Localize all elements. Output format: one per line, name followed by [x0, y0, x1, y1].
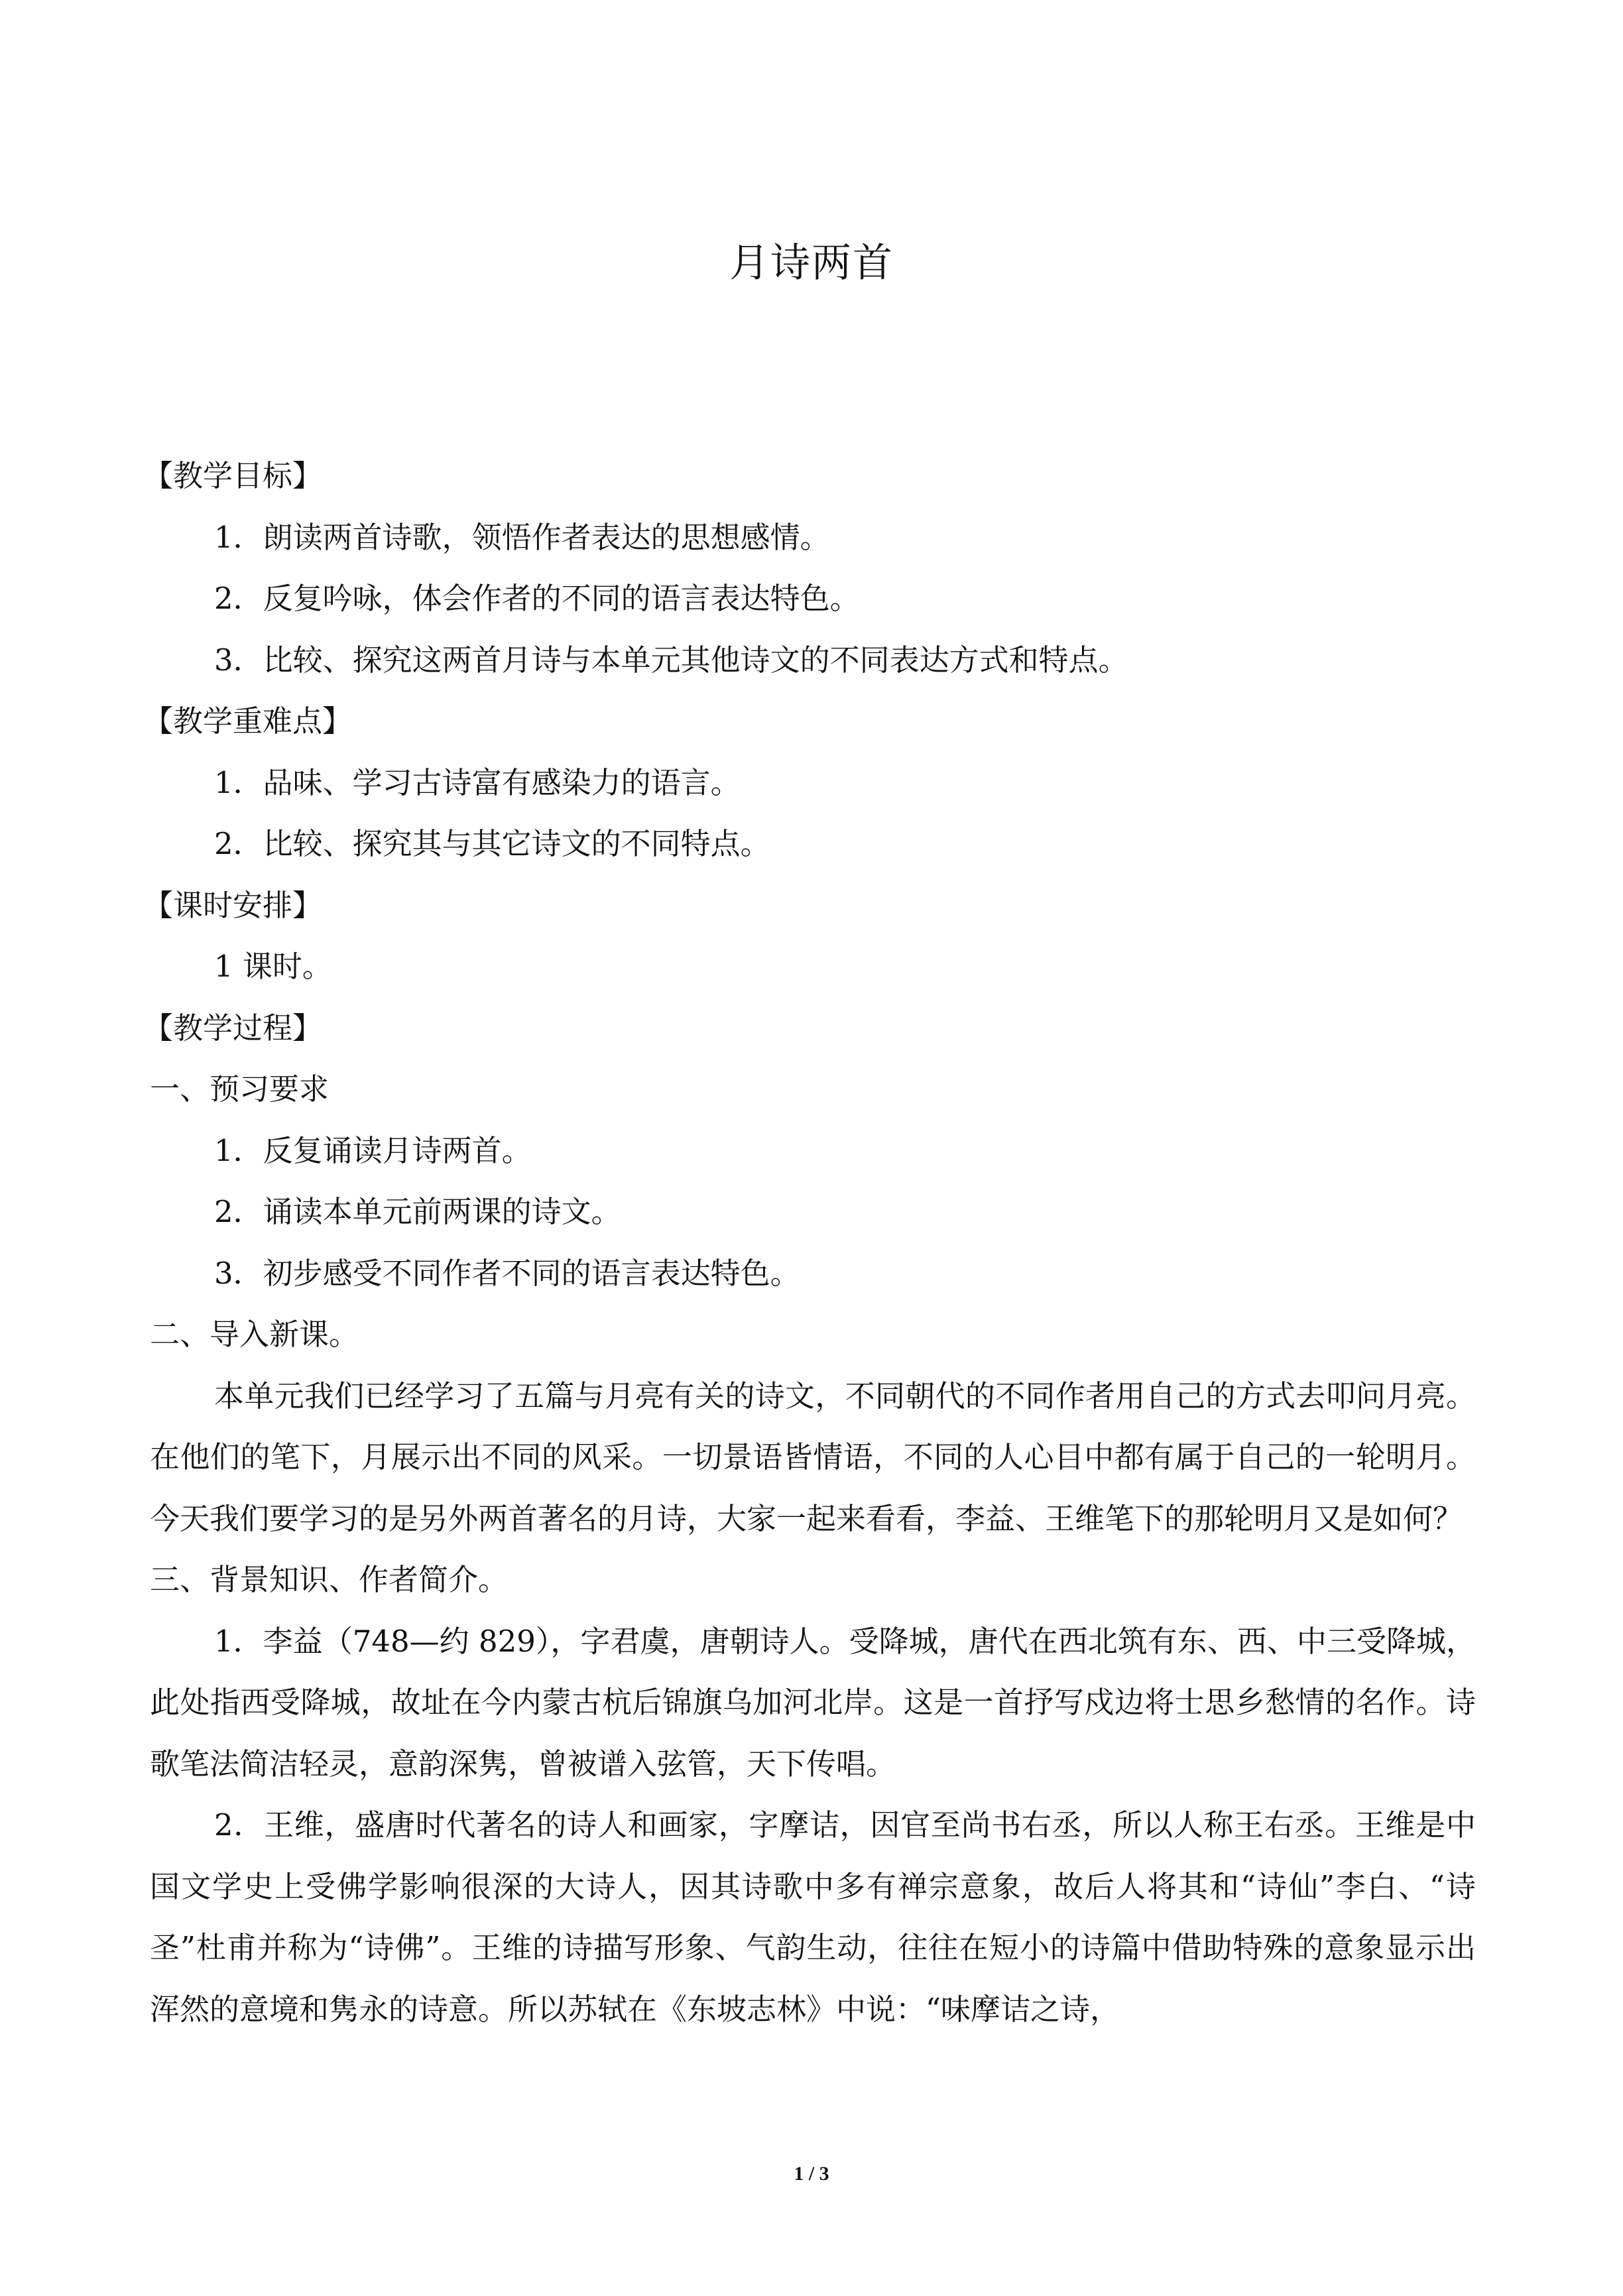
section-heading-schedule: 【课时安排】 [143, 887, 323, 923]
schedule-text: 1 课时。 [214, 949, 332, 984]
preview-item: 3．初步感受不同作者不同的语言表达特色。 [214, 1255, 800, 1291]
document-body [143, 446, 1476, 2040]
preview-item: 1．反复诵读月诗两首。 [214, 1132, 532, 1168]
keypoint-item: 2．比较、探究其与其它诗文的不同特点。 [214, 826, 770, 861]
section-heading-process: 【教学过程】 [143, 1010, 323, 1046]
section-heading-goals: 【教学目标】 [143, 458, 323, 493]
document-title: 月诗两首 [729, 240, 894, 286]
subheading-background: 三、背景知识、作者简介。 [150, 1562, 509, 1597]
keypoint-item: 1．品味、学习古诗富有感染力的语言。 [214, 764, 741, 800]
subheading-intro: 二、导入新课。 [150, 1317, 359, 1352]
background-paragraph-wang-wei: 2．王维，盛唐时代著名的诗人和画家，字摩诘，因官至尚书右丞，所以人称王右丞。王维是中国文学史上受佛学影响很深的大诗人，因其诗歌中多有禅宗意象，故后人将其和“诗仙”李白、“诗圣”杜甫并称为“诗佛”。王维的诗描写形象、气韵生动，往往在短小的诗篇中借助特殊的意象显示出浑然的意境和隽永的诗意。所以苏轼在《东坡志林》中说：“味摩诘之诗， [150, 1807, 1476, 2027]
goal-item: 2．反复吟咏，体会作者的不同的语言表达特色。 [214, 581, 860, 616]
section-heading-keypoints: 【教学重难点】 [143, 703, 353, 739]
page-number: 1 / 3 [794, 2163, 829, 2185]
goal-item: 3．比较、探究这两首月诗与本单元其他诗文的不同表达方式和特点。 [214, 642, 1128, 678]
goal-item: 1．朗读两首诗歌，领悟作者表达的思想感情。 [214, 519, 830, 555]
preview-item: 2．诵读本单元前两课的诗文。 [214, 1194, 621, 1229]
background-paragraph-li-yi: 1．李益（748—约 829），字君虞，唐朝诗人。受降城，唐代在西北筑有东、西、中三受降城，此处指西受降城，故址在今内蒙古杭后锦旗乌加河北岸。这是一首抒写戍边将士思乡愁情的名作。诗歌笔法简洁轻灵，意韵深隽，曾被谱入弦管，天下传唱。 [150, 1623, 1476, 1782]
intro-paragraph: 本单元我们已经学习了五篇与月亮有关的诗文，不同朝代的不同作者用自己的方式去叩问月亮。在他们的笔下，月展示出不同的风采。一切景语皆情语，不同的人心目中都有属于自己的一轮明月。今天我们要学习的是另外两首著名的月诗，大家一起来看看，李益、王维笔下的那轮明月又是如何？ [150, 1378, 1476, 1536]
subheading-preview: 一、预习要求 [150, 1071, 330, 1107]
